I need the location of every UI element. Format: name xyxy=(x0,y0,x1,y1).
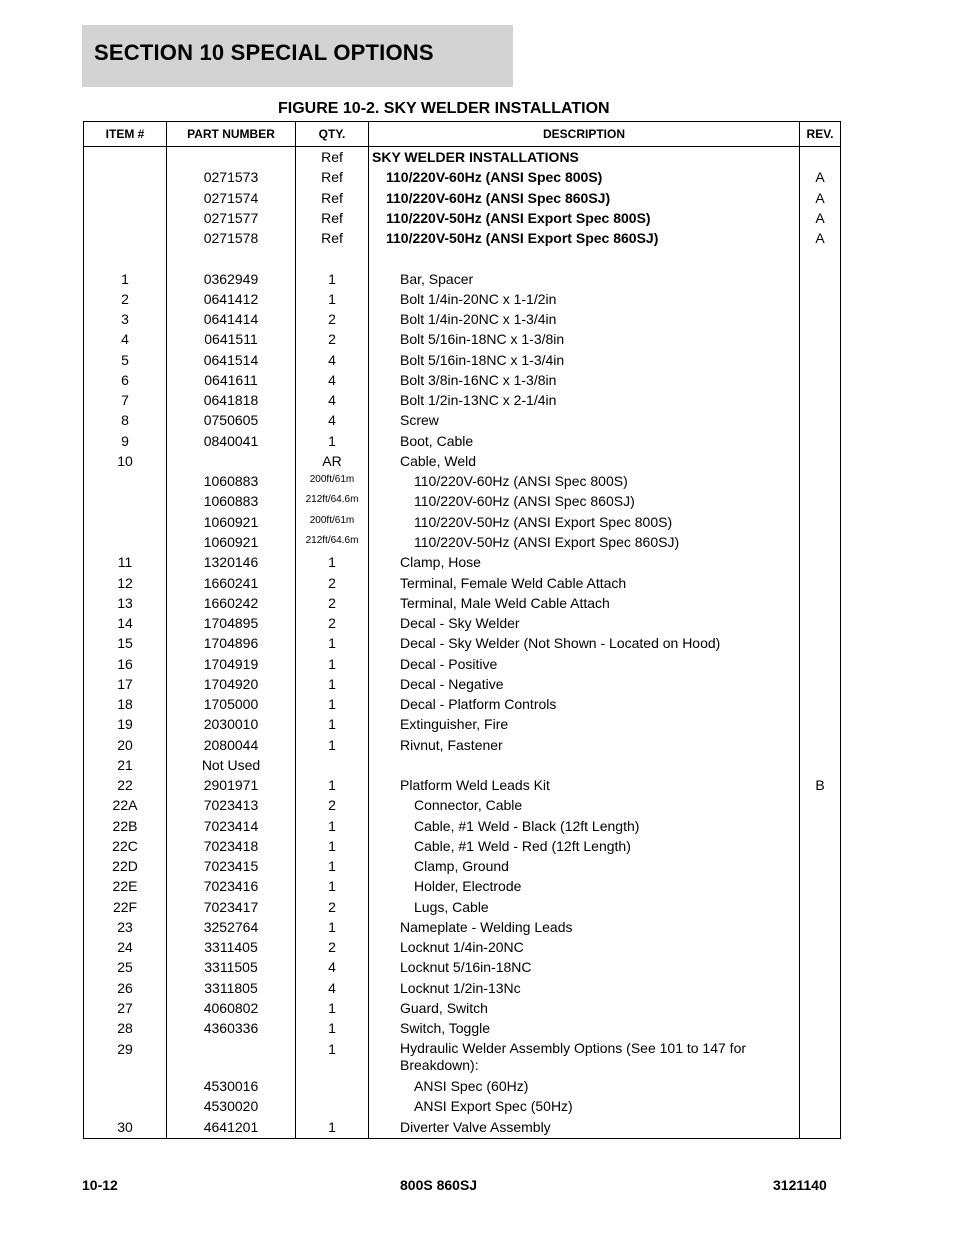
description-cell: Decal - Platform Controls xyxy=(400,696,557,712)
table-row xyxy=(84,715,840,735)
qty-cell: 1 xyxy=(328,696,336,712)
part-number-cell: 1704920 xyxy=(203,676,259,692)
qty-cell: 1 xyxy=(328,635,336,651)
table-row xyxy=(84,796,840,816)
description-cell: Terminal, Male Weld Cable Attach xyxy=(400,595,610,611)
description-cell: Switch, Toggle xyxy=(400,1020,491,1036)
qty-cell: 2 xyxy=(328,331,336,347)
description-cell: Bolt 1/4in-20NC x 1-1/2in xyxy=(400,291,557,307)
qty-cell: 2 xyxy=(328,595,336,611)
item-number-cell: 6 xyxy=(121,372,129,388)
table-row xyxy=(84,776,840,796)
part-number-cell: 3311805 xyxy=(204,980,258,996)
table-row xyxy=(84,1019,840,1039)
table-row xyxy=(84,270,840,290)
description-cell: Bolt 1/2in-13NC x 2-1/4in xyxy=(400,392,557,408)
qty-cell: 1 xyxy=(328,554,336,570)
part-number-cell: 2080044 xyxy=(203,737,259,753)
description-cell: ANSI Export Spec (50Hz) xyxy=(414,1098,573,1114)
table-row xyxy=(84,533,840,553)
qty-cell: 1 xyxy=(328,1041,336,1057)
table-row xyxy=(84,594,840,614)
part-number-cell: 2901971 xyxy=(203,777,259,793)
description-cell: Diverter Valve Assembly xyxy=(400,1119,551,1135)
table-row xyxy=(84,837,840,857)
table-row xyxy=(84,229,840,249)
item-number-cell: 10 xyxy=(117,453,133,469)
rev-cell: A xyxy=(815,210,825,226)
qty-cell: 1 xyxy=(328,676,336,692)
description-cell: 110/220V-60Hz (ANSI Spec 800S) xyxy=(386,169,603,185)
qty-cell: Ref xyxy=(321,230,343,246)
part-number-cell: 0641514 xyxy=(203,352,259,368)
item-number-cell: 7 xyxy=(121,392,129,408)
table-row xyxy=(84,877,840,897)
description-cell: Terminal, Female Weld Cable Attach xyxy=(400,575,627,591)
table-row xyxy=(84,695,840,715)
description-cell: Hydraulic Welder Assembly Options (See 101 to 147 for Breakdown): xyxy=(400,1040,747,1073)
item-number-cell: 22D xyxy=(112,858,138,874)
part-number-cell: 0840041 xyxy=(203,433,259,449)
qty-cell: 1 xyxy=(328,433,336,449)
description-cell: Decal - Sky Welder xyxy=(400,615,520,631)
qty-cell: 4 xyxy=(328,412,336,428)
part-number-cell: 1060883 xyxy=(203,493,259,509)
table-row xyxy=(84,553,840,573)
part-number-cell: 1060883 xyxy=(203,473,259,489)
item-number-cell: 22A xyxy=(112,797,138,813)
item-number-cell: 2 xyxy=(121,291,129,307)
qty-cell: 1 xyxy=(328,737,336,753)
table-row xyxy=(84,513,840,533)
footer-model: 800S 860SJ xyxy=(400,1177,478,1193)
qty-cell: 1 xyxy=(328,777,336,793)
part-number-cell: 7023418 xyxy=(203,838,259,854)
part-number-cell: 7023416 xyxy=(203,878,259,894)
part-number-cell: 0641412 xyxy=(203,291,259,307)
qty-cell: 1 xyxy=(328,878,336,894)
qty-cell: 1 xyxy=(328,818,336,834)
table-row xyxy=(84,1097,840,1117)
part-number-cell: 0271574 xyxy=(203,190,259,206)
qty-cell: Ref xyxy=(321,149,343,165)
part-number-cell: 1704896 xyxy=(203,635,259,651)
item-number-cell: 22B xyxy=(112,818,138,834)
part-number-cell: 1320146 xyxy=(203,554,259,570)
description-cell: Locknut 1/2in-13Nc xyxy=(400,980,521,996)
item-number-cell: 26 xyxy=(117,980,133,996)
item-number-cell: 25 xyxy=(117,959,133,975)
part-number-cell: 1060921 xyxy=(203,514,259,530)
qty-cell: 1 xyxy=(328,656,336,672)
figure-title: FIGURE 10-2. SKY WELDER INSTALLATION xyxy=(278,100,610,117)
item-number-cell: 22 xyxy=(117,777,133,793)
table-row xyxy=(84,492,840,512)
description-cell: 110/220V-60Hz (ANSI Spec 860SJ) xyxy=(386,190,611,206)
item-number-cell: 22C xyxy=(112,838,138,854)
qty-cell: 200ft/61m xyxy=(309,515,355,526)
table-row xyxy=(84,290,840,310)
description-cell: Cable, #1 Weld - Black (12ft Length) xyxy=(414,818,640,834)
qty-cell: 1 xyxy=(328,858,336,874)
description-cell: 110/220V-50Hz (ANSI Export Spec 860SJ) xyxy=(386,230,659,246)
part-number-cell: 0271578 xyxy=(203,230,259,246)
item-number-cell: 8 xyxy=(121,412,129,428)
item-number-cell: 11 xyxy=(117,554,133,570)
part-number-cell: 7023417 xyxy=(203,899,259,915)
part-number-cell: 4641201 xyxy=(203,1119,259,1135)
qty-cell: 2 xyxy=(328,939,336,955)
header-rev: REV. xyxy=(806,127,834,141)
qty-cell: 4 xyxy=(328,372,336,388)
item-number-cell: 24 xyxy=(117,939,133,955)
part-number-cell: 0641414 xyxy=(203,311,259,327)
footer-page-number: 10-12 xyxy=(82,1177,118,1193)
table-row xyxy=(84,857,840,877)
header-description: DESCRIPTION xyxy=(542,127,625,141)
table-row xyxy=(84,958,840,978)
description-cell: Nameplate - Welding Leads xyxy=(400,919,573,935)
item-number-cell: 30 xyxy=(117,1119,133,1135)
part-number-cell: 0641511 xyxy=(204,331,258,347)
item-number-cell: 9 xyxy=(121,433,129,449)
part-number-cell: 1660241 xyxy=(203,575,259,591)
item-number-cell: 27 xyxy=(117,1000,133,1016)
part-number-cell: 3311405 xyxy=(204,939,258,955)
qty-cell: 2 xyxy=(328,311,336,327)
part-number-cell: 0271577 xyxy=(203,210,259,226)
qty-cell: Ref xyxy=(321,169,343,185)
description-cell: Boot, Cable xyxy=(400,433,474,449)
item-number-cell: 14 xyxy=(117,615,133,631)
description-cell: Bolt 3/8in-16NC x 1-3/8in xyxy=(400,372,557,388)
qty-cell: 4 xyxy=(328,392,336,408)
part-number-cell: 0750605 xyxy=(203,412,259,428)
qty-cell: 1 xyxy=(328,1020,336,1036)
table-row xyxy=(84,472,840,492)
description-cell: Bolt 5/16in-18NC x 1-3/8in xyxy=(400,331,565,347)
part-number-cell: 1704919 xyxy=(203,656,259,672)
description-cell: Clamp, Hose xyxy=(400,554,481,570)
description-cell: Clamp, Ground xyxy=(414,858,509,874)
item-number-cell: 15 xyxy=(117,635,133,651)
item-number-cell: 28 xyxy=(117,1020,133,1036)
description-cell: 110/220V-50Hz (ANSI Export Spec 800S) xyxy=(386,210,651,226)
item-number-cell: 20 xyxy=(117,737,133,753)
table-row xyxy=(84,310,840,330)
item-number-cell: 16 xyxy=(117,656,133,672)
description-cell: Guard, Switch xyxy=(400,1000,488,1016)
item-number-cell: 23 xyxy=(117,919,133,935)
part-number-cell: 1660242 xyxy=(203,595,259,611)
part-number-cell: 0362949 xyxy=(203,271,259,287)
description-cell: Holder, Electrode xyxy=(414,878,522,894)
description-cell: SKY WELDER INSTALLATIONS xyxy=(372,149,579,165)
item-number-cell: 22E xyxy=(112,878,138,894)
part-number-cell: 7023413 xyxy=(203,797,259,813)
description-cell: Screw xyxy=(400,412,439,428)
qty-cell: 1 xyxy=(328,838,336,854)
table-row xyxy=(84,574,840,594)
qty-cell: 2 xyxy=(328,797,336,813)
qty-cell: 1 xyxy=(328,291,336,307)
table-row xyxy=(84,655,840,675)
qty-cell: 1 xyxy=(328,271,336,287)
table-row xyxy=(84,391,840,411)
item-number-cell: 21 xyxy=(117,757,133,773)
part-number-cell: 1060921 xyxy=(203,534,259,550)
part-number-cell: 0641611 xyxy=(204,372,258,388)
part-number-cell: 3252764 xyxy=(203,919,259,935)
part-number-cell: 7023414 xyxy=(203,818,259,834)
description-cell: 110/220V-60Hz (ANSI Spec 800S) xyxy=(414,473,628,489)
header-item: ITEM # xyxy=(105,127,145,141)
part-number-cell: 7023415 xyxy=(203,858,259,874)
part-number-cell: 0641818 xyxy=(203,392,259,408)
table-row xyxy=(84,817,840,837)
header-part-number: PART NUMBER xyxy=(187,127,275,141)
part-number-cell: 1704895 xyxy=(203,615,259,631)
table-row xyxy=(84,452,840,472)
qty-cell: 1 xyxy=(328,1000,336,1016)
item-number-cell: 12 xyxy=(117,575,133,591)
qty-cell: 2 xyxy=(328,615,336,631)
table-row xyxy=(84,999,840,1019)
item-number-cell: 29 xyxy=(117,1041,133,1057)
item-number-cell: 3 xyxy=(121,311,129,327)
header-qty: QTY. xyxy=(318,127,346,141)
qty-cell: 212ft/64.6m xyxy=(305,535,359,546)
part-number-cell: 4060802 xyxy=(203,1000,259,1016)
description-cell: Decal - Positive xyxy=(400,656,498,672)
parts-table xyxy=(83,121,841,1139)
description-cell: Locknut 1/4in-20NC xyxy=(400,939,524,955)
description-cell: Lugs, Cable xyxy=(414,899,489,915)
item-number-cell: 19 xyxy=(117,716,133,732)
table-row xyxy=(84,371,840,391)
rev-cell: B xyxy=(815,777,825,793)
part-number-cell: 3311505 xyxy=(204,959,258,975)
description-cell: 110/220V-50Hz (ANSI Export Spec 800S) xyxy=(414,514,673,530)
table-row xyxy=(84,675,840,695)
qty-cell: 212ft/64.6m xyxy=(305,494,359,505)
qty-cell: 2 xyxy=(328,575,336,591)
qty-cell: Ref xyxy=(321,190,343,206)
item-number-cell: 13 xyxy=(117,595,133,611)
part-number-cell: 1705000 xyxy=(203,696,259,712)
table-row xyxy=(84,432,840,452)
part-number-cell: 4360336 xyxy=(203,1020,259,1036)
table-row xyxy=(84,1118,840,1138)
qty-cell: Ref xyxy=(321,210,343,226)
description-cell: Bar, Spacer xyxy=(400,271,474,287)
description-cell: Decal - Negative xyxy=(400,676,504,692)
description-cell: 110/220V-50Hz (ANSI Export Spec 860SJ) xyxy=(414,534,680,550)
part-number-cell: 4530020 xyxy=(203,1098,259,1114)
table-row xyxy=(84,938,840,958)
table-row xyxy=(84,209,840,229)
part-number-cell: 0271573 xyxy=(203,169,259,185)
description-cell: Bolt 5/16in-18NC x 1-3/4in xyxy=(400,352,565,368)
qty-cell: 2 xyxy=(328,899,336,915)
item-number-cell: 18 xyxy=(117,696,133,712)
item-number-cell: 17 xyxy=(117,676,133,692)
item-number-cell: 22F xyxy=(112,899,138,915)
part-number-cell: 4530016 xyxy=(203,1078,259,1094)
table-row xyxy=(84,898,840,918)
rev-cell: A xyxy=(815,230,825,246)
description-cell: Bolt 1/4in-20NC x 1-3/4in xyxy=(400,311,557,327)
qty-cell: 1 xyxy=(328,1119,336,1135)
qty-cell: 1 xyxy=(328,919,336,935)
table-row xyxy=(84,330,840,350)
part-number-cell: Not Used xyxy=(201,757,261,773)
qty-cell: AR xyxy=(322,453,342,469)
description-cell: Extinguisher, Fire xyxy=(400,716,509,732)
table-row xyxy=(84,168,840,188)
section-title: SECTION 10 SPECIAL OPTIONS xyxy=(94,40,434,65)
header-divider xyxy=(84,146,840,147)
table-row xyxy=(84,634,840,654)
description-cell: Decal - Sky Welder (Not Shown - Located on Hood) xyxy=(400,635,721,651)
table-row xyxy=(84,614,840,634)
description-cell: Connector, Cable xyxy=(414,797,523,813)
table-row xyxy=(84,1077,840,1097)
table-row xyxy=(84,736,840,756)
rev-cell: A xyxy=(815,190,825,206)
description-cell: 110/220V-60Hz (ANSI Spec 860SJ) xyxy=(414,493,635,509)
qty-cell: 1 xyxy=(328,716,336,732)
description-cell: Locknut 5/16in-18NC xyxy=(400,959,532,975)
table-row xyxy=(84,979,840,999)
table-row xyxy=(84,756,840,776)
table-row xyxy=(84,1040,840,1073)
rev-cell: A xyxy=(815,169,825,185)
description-cell: Rivnut, Fastener xyxy=(400,737,503,753)
table-row xyxy=(84,189,840,209)
table-row xyxy=(84,411,840,431)
description-cell: Cable, #1 Weld - Red (12ft Length) xyxy=(414,838,631,854)
description-cell: Platform Weld Leads Kit xyxy=(400,777,550,793)
description-cell: ANSI Spec (60Hz) xyxy=(414,1078,529,1094)
table-row xyxy=(84,249,840,269)
table-row xyxy=(84,918,840,938)
item-number-cell: 1 xyxy=(121,271,129,287)
qty-cell: 4 xyxy=(328,959,336,975)
item-number-cell: 5 xyxy=(121,352,129,368)
footer-doc-number: 3121140 xyxy=(773,1177,827,1193)
qty-cell: 4 xyxy=(328,352,336,368)
qty-cell: 4 xyxy=(328,980,336,996)
item-number-cell: 4 xyxy=(121,331,129,347)
table-row xyxy=(84,351,840,371)
part-number-cell: 2030010 xyxy=(203,716,259,732)
description-cell: Cable, Weld xyxy=(400,453,477,469)
qty-cell: 200ft/61m xyxy=(309,474,355,485)
table-row xyxy=(84,148,840,168)
